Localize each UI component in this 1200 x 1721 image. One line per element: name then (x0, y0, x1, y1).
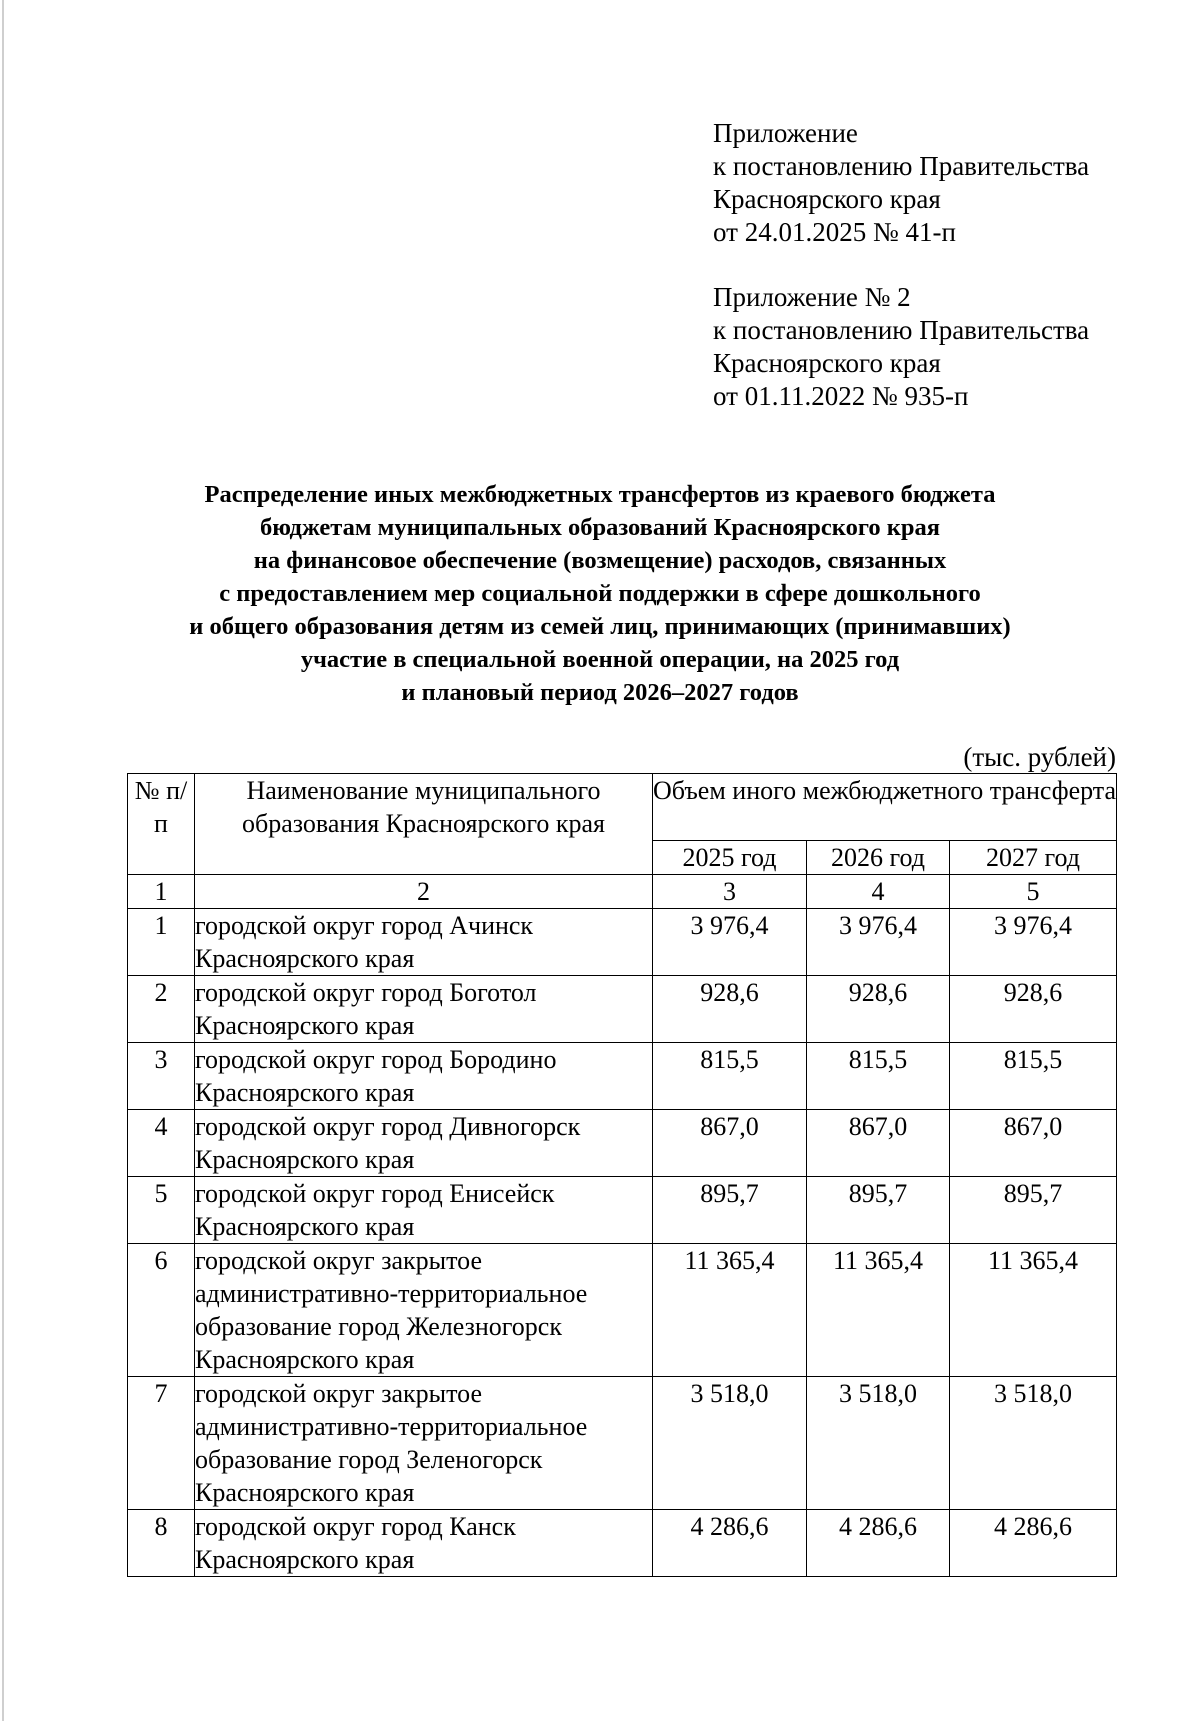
value-2026: 4 286,6 (807, 1510, 950, 1577)
row-number: 5 (128, 1177, 195, 1244)
column-index: 4 (807, 875, 950, 909)
table-row (128, 1244, 1117, 1377)
row-number: 6 (128, 1244, 195, 1377)
annex-current-block (713, 117, 1089, 249)
units-label: (тыс. рублей) (963, 742, 1116, 772)
municipality-name: городской округ город Боготол Красноярского края (195, 976, 653, 1043)
table-header-row (128, 774, 1117, 841)
municipality-name: городской округ город Канск Красноярского края (195, 1510, 653, 1577)
value-2027: 815,5 (950, 1043, 1117, 1110)
row-number: 7 (128, 1377, 195, 1510)
value-2027: 867,0 (950, 1110, 1117, 1177)
value-2025: 4 286,6 (653, 1510, 807, 1577)
value-2026: 928,6 (807, 976, 950, 1043)
title-line: и плановый период 2026–2027 годов (401, 679, 799, 706)
table-row (128, 1177, 1117, 1244)
table-row (128, 1377, 1117, 1510)
value-2027: 3 518,0 (950, 1377, 1117, 1510)
annex-current-line: к постановлению Правительства (713, 151, 1090, 181)
annex-current-line: от 24.01.2025 № 41-п (713, 217, 956, 247)
column-index: 3 (653, 875, 807, 909)
value-2025: 11 365,4 (653, 1244, 807, 1377)
municipality-name: городской округ закрытое административно-территориальное образование город Железногорск Красноярского края (195, 1244, 653, 1377)
title-line: на финансовое обеспечение (возмещение) расходов, связанных (253, 547, 947, 574)
value-2026: 11 365,4 (807, 1244, 950, 1377)
annex-previous-line: от 01.11.2022 № 935-п (713, 381, 969, 411)
value-2025: 895,7 (653, 1177, 807, 1244)
page-edge (2, 0, 4, 1721)
municipality-name: городской округ город Дивногорск Красноярского края (195, 1110, 653, 1177)
table-row (128, 1110, 1117, 1177)
row-number: 4 (128, 1110, 195, 1177)
row-number: 2 (128, 976, 195, 1043)
annex-previous-line: Приложение № 2 (713, 282, 911, 312)
annex-current-line: Приложение (713, 118, 858, 148)
value-2027: 11 365,4 (950, 1244, 1117, 1377)
document-title (100, 478, 1100, 709)
annex-current-line: Красноярского края (713, 184, 941, 214)
column-index: 5 (950, 875, 1117, 909)
column-index: 2 (195, 875, 653, 909)
value-2025: 3 976,4 (653, 909, 807, 976)
distribution-table (127, 773, 1117, 1577)
value-2027: 4 286,6 (950, 1510, 1117, 1577)
table-row (128, 1043, 1117, 1110)
municipality-name: городской округ закрытое административно-территориальное образование город Зеленогорск Красноярского края (195, 1377, 653, 1510)
row-number: 8 (128, 1510, 195, 1577)
table-row (128, 909, 1117, 976)
header-year-2025: 2025 год (653, 841, 807, 875)
value-2025: 928,6 (653, 976, 807, 1043)
table-row (128, 1510, 1117, 1577)
value-2026: 815,5 (807, 1043, 950, 1110)
title-line: с предоставлением мер социальной поддержки в сфере дошкольного (219, 580, 981, 607)
municipality-name: городской округ город Бородино Красноярского края (195, 1043, 653, 1110)
value-2027: 3 976,4 (950, 909, 1117, 976)
value-2025: 815,5 (653, 1043, 807, 1110)
value-2027: 928,6 (950, 976, 1117, 1043)
value-2026: 3 976,4 (807, 909, 950, 976)
value-2026: 895,7 (807, 1177, 950, 1244)
title-line: участие в специальной военной операции, на 2025 год (300, 646, 900, 673)
municipality-name: городской округ город Ачинск Красноярского края (195, 909, 653, 976)
annex-previous-line: к постановлению Правительства (713, 315, 1090, 345)
header-name: Наименование муниципального образования Красноярского края (195, 774, 653, 875)
value-2026: 867,0 (807, 1110, 950, 1177)
header-year-2026: 2026 год (807, 841, 950, 875)
header-year-2027: 2027 год (950, 841, 1117, 875)
value-2025: 3 518,0 (653, 1377, 807, 1510)
municipality-name: городской округ город Енисейск Красноярского края (195, 1177, 653, 1244)
value-2027: 895,7 (950, 1177, 1117, 1244)
row-number: 3 (128, 1043, 195, 1110)
annex-previous-block (713, 281, 1089, 413)
title-line: бюджетам муниципальных образований Красноярского края (259, 514, 940, 541)
column-index-row (128, 875, 1117, 909)
row-number: 1 (128, 909, 195, 976)
title-line: Распределение иных межбюджетных трансфертов из краевого бюджета (204, 481, 996, 508)
title-line: и общего образования детям из семей лиц, принимающих (принимавших) (189, 613, 1011, 640)
header-volume: Объем иного межбюджетного трансферта (653, 774, 1117, 841)
column-index: 1 (128, 875, 195, 909)
table-row (128, 976, 1117, 1043)
header-num: № п/п (128, 774, 195, 875)
value-2025: 867,0 (653, 1110, 807, 1177)
annex-previous-line: Красноярского края (713, 348, 941, 378)
value-2026: 3 518,0 (807, 1377, 950, 1510)
